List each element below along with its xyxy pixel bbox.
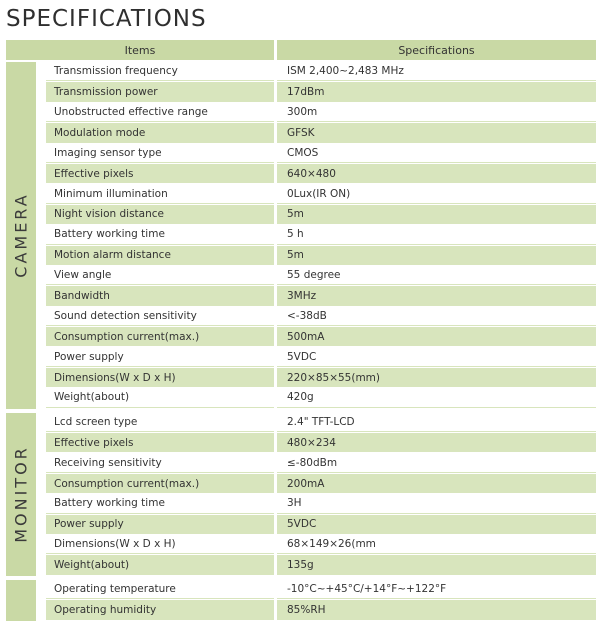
spec-value: 0Lux(IR ON) xyxy=(277,184,596,203)
table-row xyxy=(36,307,596,327)
specifications-table xyxy=(6,40,596,621)
table-row xyxy=(36,494,596,514)
spec-value: 3H xyxy=(277,494,596,513)
spec-value: 135g xyxy=(277,555,596,574)
spec-item-label: Transmission frequency xyxy=(46,62,274,81)
spec-value: 220×85×55(mm) xyxy=(277,368,596,387)
section-label-text: CAMERA xyxy=(11,192,31,279)
spec-value: ISM 2,400~2,483 MHz xyxy=(277,62,596,81)
table-row xyxy=(36,82,596,102)
table-row xyxy=(36,535,596,555)
spec-item-label: Minimum illumination xyxy=(46,184,274,203)
spec-item-label: Power supply xyxy=(46,515,274,534)
table-row xyxy=(36,62,596,82)
table-row xyxy=(36,327,596,347)
spec-item-label: Battery working time xyxy=(46,225,274,244)
spec-item-label: Receiving sensitivity xyxy=(46,453,274,472)
spec-value: 17dBm xyxy=(277,82,596,101)
table-row xyxy=(36,246,596,266)
spec-item-label: Imaging sensor type xyxy=(46,144,274,163)
section-label xyxy=(6,62,36,409)
table-row xyxy=(36,286,596,306)
spec-value: 500mA xyxy=(277,327,596,346)
spec-item-label: Lcd screen type xyxy=(46,413,274,432)
spec-value: 5VDC xyxy=(277,347,596,366)
table-header xyxy=(6,40,596,60)
section-label xyxy=(6,413,36,576)
spec-value: 420g xyxy=(277,388,596,407)
table-row xyxy=(36,453,596,473)
spec-item-label: Weight(about) xyxy=(46,555,274,574)
spec-item-label: View angle xyxy=(46,266,274,285)
spec-item-label: Dimensions(W x D x H) xyxy=(46,535,274,554)
spec-item-label: Weight(about) xyxy=(46,388,274,407)
spec-value: 300m xyxy=(277,103,596,122)
table-row xyxy=(36,225,596,245)
section-rows xyxy=(36,62,596,409)
table-row xyxy=(36,474,596,494)
section-label-text: MONITOR xyxy=(11,445,31,543)
spec-item-label: Motion alarm distance xyxy=(46,246,274,265)
spec-value: 5m xyxy=(277,246,596,265)
table-row xyxy=(36,144,596,164)
table-row xyxy=(36,580,596,600)
spec-value: 2.4" TFT-LCD xyxy=(277,413,596,432)
table-row xyxy=(36,600,596,620)
section-label xyxy=(6,580,36,621)
spec-item-label: Unobstructed effective range xyxy=(46,103,274,122)
items-column-header: Items xyxy=(6,40,274,60)
spec-item-label: Consumption current(max.) xyxy=(46,474,274,493)
table-row xyxy=(36,433,596,453)
spec-item-label: Modulation mode xyxy=(46,123,274,142)
spec-item-label: Effective pixels xyxy=(46,433,274,452)
table-row xyxy=(36,413,596,433)
table-row xyxy=(36,368,596,388)
spec-value: 68×149×26(mm xyxy=(277,535,596,554)
spec-value: 3MHz xyxy=(277,286,596,305)
table-row xyxy=(36,347,596,367)
spec-value: 200mA xyxy=(277,474,596,493)
spec-value: 5 h xyxy=(277,225,596,244)
table-row xyxy=(36,103,596,123)
spec-item-label: Consumption current(max.) xyxy=(46,327,274,346)
table-row xyxy=(36,205,596,225)
spec-item-label: Bandwidth xyxy=(46,286,274,305)
spec-value: -10°C~+45°C/+14°F~+122°F xyxy=(277,580,596,599)
spec-item-label: Operating humidity xyxy=(46,600,274,619)
spec-item-label: Operating temperature xyxy=(46,580,274,599)
section-rows xyxy=(36,580,596,621)
spec-value: 5m xyxy=(277,205,596,224)
spec-value: ≤-80dBm xyxy=(277,453,596,472)
spec-value: <-38dB xyxy=(277,307,596,326)
spec-value: 55 degree xyxy=(277,266,596,285)
spec-value: 5VDC xyxy=(277,515,596,534)
specifications-column-header: Specifications xyxy=(277,40,596,60)
table-row xyxy=(36,184,596,204)
table-row xyxy=(36,164,596,184)
spec-item-label: Night vision distance xyxy=(46,205,274,224)
spec-item-label: Sound detection sensitivity xyxy=(46,307,274,326)
table-row xyxy=(36,123,596,143)
table-row xyxy=(36,266,596,286)
spec-value: CMOS xyxy=(277,144,596,163)
spec-value: 85%RH xyxy=(277,600,596,619)
section-rows xyxy=(36,413,596,576)
general-section xyxy=(6,580,596,621)
monitor-section xyxy=(6,413,596,576)
table-row xyxy=(36,555,596,575)
spec-value: GFSK xyxy=(277,123,596,142)
spec-item-label: Effective pixels xyxy=(46,164,274,183)
camera-section xyxy=(6,62,596,409)
spec-item-label: Dimensions(W x D x H) xyxy=(46,368,274,387)
spec-item-label: Battery working time xyxy=(46,494,274,513)
page-title: SPECIFICATIONS xyxy=(6,6,207,32)
spec-value: 640×480 xyxy=(277,164,596,183)
spec-item-label: Power supply xyxy=(46,347,274,366)
spec-item-label: Transmission power xyxy=(46,82,274,101)
table-row xyxy=(36,388,596,408)
spec-value: 480×234 xyxy=(277,433,596,452)
table-row xyxy=(36,515,596,535)
